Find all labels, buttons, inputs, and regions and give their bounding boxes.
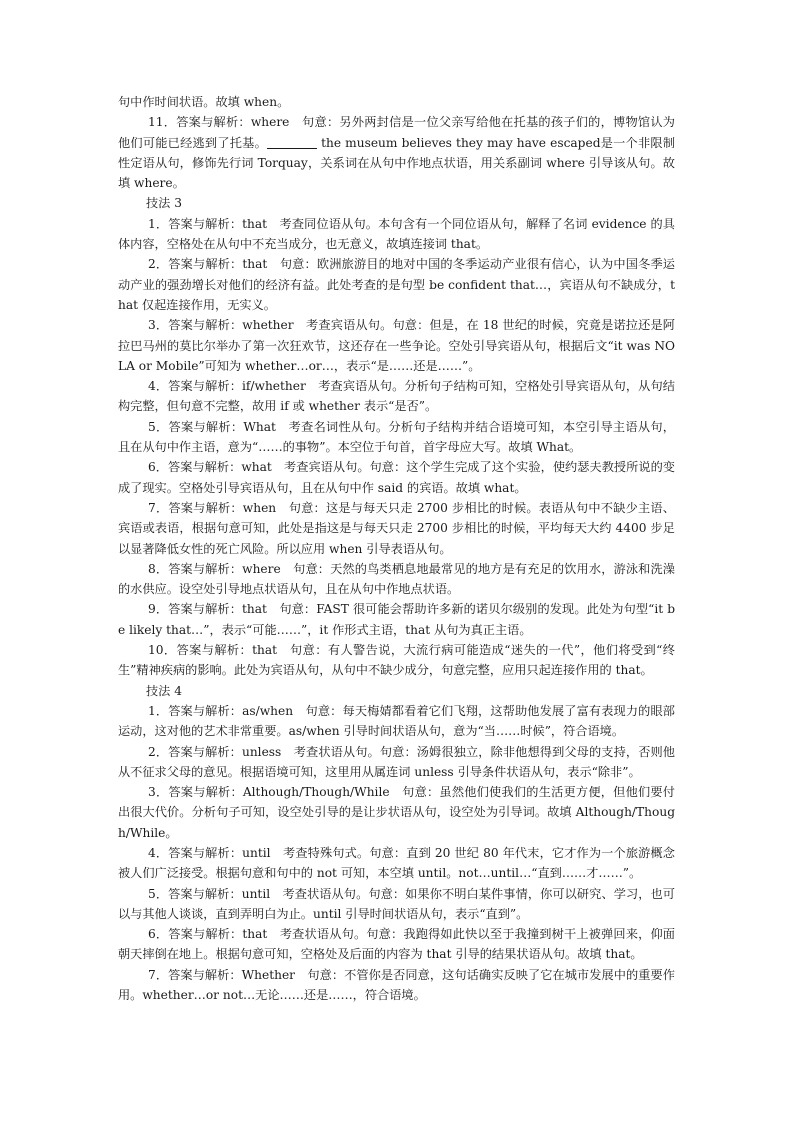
- paragraph: 4．答案与解析：until 考查特殊句式。句意：直到 20 世纪 80 年代末，它才作为一个旅游概念被人们广泛接受。根据句意和句中的 not 可知，本空填 until。not…until…“直到……才……”。: [118, 845, 675, 881]
- paragraph: 9．答案与解析：that 句意：FAST 很可能会帮助许多新的诺贝尔级别的发现。此处为句型“it be likely that…”，表示“可能……”，it 作形式主语，that 从句为真正主语。: [118, 602, 675, 637]
- paragraph: 7．答案与解析：when 句意：这是与每天只走 2700 步相比的时候。表语从句中不缺少主语、宾语或表语，根据句意可知，此处是指这是与每天只走 2700 步相比的时候，平均每天大约 4400 步足以显著降低女性的死亡风险。所以应用 when 引导表语从句。: [118, 500, 675, 556]
- paragraph: [118, 112, 675, 193]
- paragraph: 6．答案与解析：what 考查宾语从句。句意：这个学生完成了这个实验，使约瑟夫教授所说的变成了现实。空格处引导宾语从句，且在从句中作 said 的宾语。故填 what。: [118, 460, 675, 495]
- section-heading: 技法 4: [146, 683, 183, 698]
- paragraph: 6．答案与解析：that 考查状语从句。句意：我跑得如此快以至于我撞到树干上被弹回来，仰面朝天摔倒在地上。根据句意可知，空格处及后面的内容为 that 引导的结果状语从句。故填 that。: [118, 927, 675, 962]
- paragraph-text: 11．答案与解析：where 句意：另外两封信是一位父亲写给他在托基的孩子们的，博物馆认为他们可能已经逃到了托基。: [118, 115, 675, 150]
- section-heading: 技法 3: [146, 196, 183, 211]
- paragraph: 5．答案与解析：until 考查状语从句。句意：如果你不明白某件事情，你可以研究、学习，也可以与其他人谈谈，直到弄明白为止。until 引导时间状语从句，表示“直到”。: [118, 886, 675, 921]
- paragraph: 5．答案与解析：What 考查名词性从句。分析句子结构并结合语境可知，本空引导主语从句，且在从句中作主语，意为“……的事物”。本空位于句首，首字母应大写。故填 What。: [118, 419, 675, 455]
- paragraph: 2．答案与解析：that 句意：欧洲旅游目的地对中国的冬季运动产业很有信心，认为中国冬季运动产业的强劲增长对他们的经济有益。此处考查的是句型 be confident that…，宾语从句不缺成分，that 仅起连接作用，无实义。: [118, 257, 675, 312]
- paragraph: 10．答案与解析：that 句意：有人警告说，大流行病可能造成“迷失的一代”，他们将受到“终生”精神疾病的影响。此处为宾语从句，从句中不缺少成分，句意完整，应用只起连接作用的 that。: [118, 643, 675, 678]
- paragraph: 1．答案与解析：that 考查同位语从句。本句含有一个同位语从句，解释了名词 evidence 的具体内容，空格处在从句中不充当成分，也无意义，故填连接词 that。: [118, 216, 675, 252]
- paragraph: 2．答案与解析：unless 考查状语从句。句意：汤姆很独立，除非他想得到父母的支持，否则他从不征求父母的意见。根据语境可知，这里用从属连词 unless 引导条件状语从句，表示“除非”。: [118, 744, 675, 779]
- paragraph: 7．答案与解析：Whether 句意：不管你是否同意，这句话确实反映了它在城市发展中的重要作用。whether…or not…无论……还是……，符合语境。: [118, 967, 675, 1003]
- paragraph: 3．答案与解析：whether 考查宾语从句。句意：但是，在 18 世纪的时候，究竟是诺拉还是阿拉巴马州的莫比尔举办了第一次狂欢节，这还存在一些争论。空处引导宾语从句，根据后文“it was NOLA or Mobile”可知为 whether…or…，表示“是……还是……”。: [118, 318, 675, 373]
- paragraph: 句中作时间状语。故填 when。: [118, 95, 290, 109]
- paragraph: 3．答案与解析：Although/Though/While 句意：虽然他们使我们的生活更方便，但他们要付出很大代价。分析句子可知，设空处引导的是让步状语从句，设空处为引导词。故填 Although/Though/While。: [118, 785, 675, 840]
- paragraph-text: the museum believes they may have escaped是一个非限制性定语从句，修饰先行词 Torquay，关系词在从句中作地点状语，用关系副词 where 引导该从句。故填 where。: [118, 135, 676, 191]
- paragraph: 8．答案与解析：where 句意：天然的鸟类栖息地最常见的地方是有充足的饮用水，游泳和洗澡的水供应。设空处引导地点状语从句，且在从句中作地点状语。: [118, 561, 675, 597]
- paragraph: 1．答案与解析：as/when 句意：每天梅婧都看着它们飞翔，这帮助他发展了富有表现力的眼部运动，这对他的艺术非常重要。as/when 引导时间状语从句，意为“当……时候”，符合语境。: [118, 703, 675, 739]
- answer-document: [118, 92, 675, 1005]
- paragraph: 4．答案与解析：if/whether 考查宾语从句。分析句子结构可知，空格处引导宾语从句，从句结构完整，但句意不完整，故用 if 或 whether 表示“是否”。: [118, 379, 675, 414]
- fill-blank: [267, 134, 317, 149]
